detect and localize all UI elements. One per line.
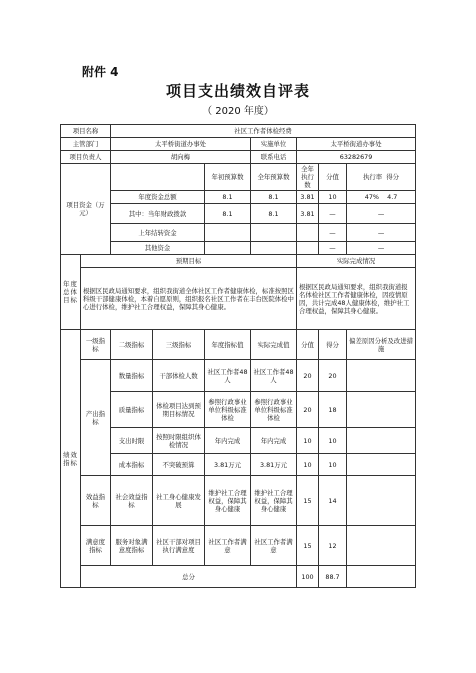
funds-row-v2 <box>251 224 297 242</box>
funds-row-other <box>61 242 416 255</box>
funds-row-got: — <box>347 204 416 224</box>
indicator-header-row <box>61 330 416 360</box>
indicator-actual: 3.81万元 <box>251 454 297 476</box>
indicator-target: 社区工作者满意 <box>205 526 251 566</box>
indicator-note <box>347 392 416 428</box>
indicator-got: 14 <box>319 476 347 526</box>
evaluation-table <box>60 124 416 588</box>
indicator-output-label: 产出指标 <box>81 360 111 476</box>
indicator-note <box>347 454 416 476</box>
indicator-actual: 年内完成 <box>251 428 297 454</box>
total-note <box>347 566 416 588</box>
goals-expected-text: 根据区民政局通知要求，组织我街道全体社区工作者健康体检，标准按照区科级干部健康体检，本着自愿原则，组织报名社区工作者在丰台医院体检中心进行体检，维护社工合理权益，保障其身心健康。 <box>81 268 297 330</box>
indicator-got: 20 <box>319 360 347 392</box>
indicator-benefit-label: 效益指标 <box>81 476 111 526</box>
funds-row-v1: 8.1 <box>205 191 251 204</box>
funds-row-v1 <box>205 224 251 242</box>
funds-row-rate: 47% <box>364 193 379 201</box>
indicator-got: 12 <box>319 526 347 566</box>
goals-header-row <box>61 255 416 268</box>
department-label: 主管部门 <box>61 138 111 151</box>
funds-row-total <box>61 191 416 204</box>
leader-row <box>61 151 416 164</box>
project-name-row <box>61 125 416 138</box>
indicator-actual: 参照行政事业单位科级标准体检 <box>251 392 297 428</box>
funds-section-label: 项目资金（万元） <box>61 164 111 255</box>
funds-row-got: 4.7 <box>387 193 398 201</box>
goals-text-row <box>61 268 416 330</box>
year-label: （ 2020 年度） <box>202 106 274 117</box>
indicator-got: 18 <box>319 392 347 428</box>
funds-row-rate-got <box>347 191 416 204</box>
indicator-header-level1: 一级指标 <box>81 330 111 360</box>
funds-header-rate-got <box>347 164 416 191</box>
indicator-header-target: 年度指标值 <box>205 330 251 360</box>
indicator-score: 10 <box>297 454 319 476</box>
funds-row-carryover <box>61 224 416 242</box>
indicator-note <box>347 428 416 454</box>
goals-section-label: 年度总体目标 <box>61 255 81 330</box>
indicator-header-score: 分值 <box>297 330 319 360</box>
indicator-level2: 支出时限 <box>111 428 153 454</box>
indicator-level2: 服务对象满意度指标 <box>111 526 153 566</box>
implementer-value: 太平桥街道办事处 <box>297 138 416 151</box>
funds-row-score: 10 <box>319 191 347 204</box>
indicator-note <box>347 526 416 566</box>
phone-value: 63282679 <box>297 151 416 164</box>
funds-row-v3: 3.81 <box>297 204 319 224</box>
funds-row-score: — <box>319 224 347 242</box>
indicator-level2: 数量指标 <box>111 360 153 392</box>
indicator-row <box>61 428 416 454</box>
indicator-header-level2: 二级指标 <box>111 330 153 360</box>
funds-header-row <box>61 164 416 191</box>
goals-expected-header: 预期目标 <box>81 255 297 268</box>
funds-row-v3 <box>297 242 319 255</box>
funds-row-label: 其中：当年财政拨款 <box>111 204 205 224</box>
indicator-row <box>61 476 416 526</box>
indicator-actual: 社区工作者48人 <box>251 360 297 392</box>
indicator-level3: 社区干部对项目执行满意度 <box>153 526 205 566</box>
indicator-score: 15 <box>297 476 319 526</box>
indicator-score: 10 <box>297 428 319 454</box>
department-row <box>61 138 416 151</box>
funds-row-v3 <box>297 224 319 242</box>
funds-header-score: 分值 <box>319 164 347 191</box>
funds-row-v2: 8.1 <box>251 204 297 224</box>
indicator-level2: 质量指标 <box>111 392 153 428</box>
funds-header-rate: 执行率 <box>363 173 383 181</box>
funds-row-label: 其他资金 <box>111 242 205 255</box>
funds-row-v2 <box>251 242 297 255</box>
funds-row-v2: 8.1 <box>251 191 297 204</box>
funds-row-score: — <box>319 242 347 255</box>
indicator-header-note: 偏差原因分析及改进措施 <box>347 330 416 360</box>
goals-actual-header: 实际完成情况 <box>297 255 416 268</box>
funds-row-got: — <box>347 224 416 242</box>
funds-row-v3: 3.81 <box>297 191 319 204</box>
funds-row-label: 年度资金总额 <box>111 191 205 204</box>
funds-row-fiscal <box>61 204 416 224</box>
indicator-got: 10 <box>319 428 347 454</box>
indicator-row <box>61 454 416 476</box>
goals-actual-text: 根据区民政局通知要求，组织我街道报名体检社区工作者健康体检，因疫情原因，共计完成48人健康体检，维护社工合理权益，保障其身心健康。 <box>297 268 416 330</box>
indicator-target: 3.81万元 <box>205 454 251 476</box>
funds-header-initial: 年初预算数 <box>205 164 251 191</box>
indicator-section-label: 绩效指标 <box>61 330 81 588</box>
indicator-header-actual: 实际完成值 <box>251 330 297 360</box>
funds-header-annual: 全年预算数 <box>251 164 297 191</box>
funds-row-score: — <box>319 204 347 224</box>
total-got: 88.7 <box>319 566 347 588</box>
indicator-row <box>61 360 416 392</box>
department-value: 太平桥街道办事处 <box>111 138 251 151</box>
project-name-label: 项目名称 <box>61 125 111 138</box>
indicator-row <box>61 526 416 566</box>
funds-row-v1: 8.1 <box>205 204 251 224</box>
total-row <box>61 566 416 588</box>
indicator-target: 维护社工合理权益，保障其身心健康 <box>205 476 251 526</box>
indicator-score: 20 <box>297 392 319 428</box>
phone-label: 联系电话 <box>251 151 297 164</box>
total-label: 总分 <box>81 566 297 588</box>
indicator-header-level3: 三级指标 <box>153 330 205 360</box>
leader-label: 项目负责人 <box>61 151 111 164</box>
implementer-label: 实施单位 <box>251 138 297 151</box>
indicator-level3: 按照时限组织体检情况 <box>153 428 205 454</box>
funds-row-got: — <box>347 242 416 255</box>
indicator-level3: 不突破预算 <box>153 454 205 476</box>
indicator-satisfaction-label: 满意度指标 <box>81 526 111 566</box>
indicator-got: 10 <box>319 454 347 476</box>
indicator-target: 年内完成 <box>205 428 251 454</box>
indicator-actual: 维护社工合理权益，保障其身心健康 <box>251 476 297 526</box>
indicator-target: 参照行政事业单位科级标准体检 <box>205 392 251 428</box>
funds-blank-header <box>111 164 205 191</box>
indicator-row <box>61 392 416 428</box>
indicator-level3: 干部体检人数 <box>153 360 205 392</box>
indicator-note <box>347 476 416 526</box>
funds-header-executed: 全年执行数 <box>297 164 319 191</box>
leader-value: 胡向梅 <box>111 151 251 164</box>
indicator-level3: 体检项目达到预期目标情况 <box>153 392 205 428</box>
project-name-value: 社区工作者体检经费 <box>111 125 416 138</box>
indicator-score: 20 <box>297 360 319 392</box>
indicator-level2: 成本指标 <box>111 454 153 476</box>
indicator-target: 社区工作者48人 <box>205 360 251 392</box>
indicator-level2: 社会效益指标 <box>111 476 153 526</box>
indicator-header-got: 得分 <box>319 330 347 360</box>
indicator-score: 15 <box>297 526 319 566</box>
indicator-level3: 社工身心健康发展 <box>153 476 205 526</box>
indicator-actual: 社区工作者满意 <box>251 526 297 566</box>
funds-row-label: 上年结转资金 <box>111 224 205 242</box>
total-score: 100 <box>297 566 319 588</box>
funds-row-v1 <box>205 242 251 255</box>
page-title: 项目支出绩效自评表 <box>165 82 310 100</box>
attachment-label: 附件 4 <box>82 65 119 79</box>
indicator-note <box>347 360 416 392</box>
funds-header-got: 得分 <box>386 173 400 181</box>
